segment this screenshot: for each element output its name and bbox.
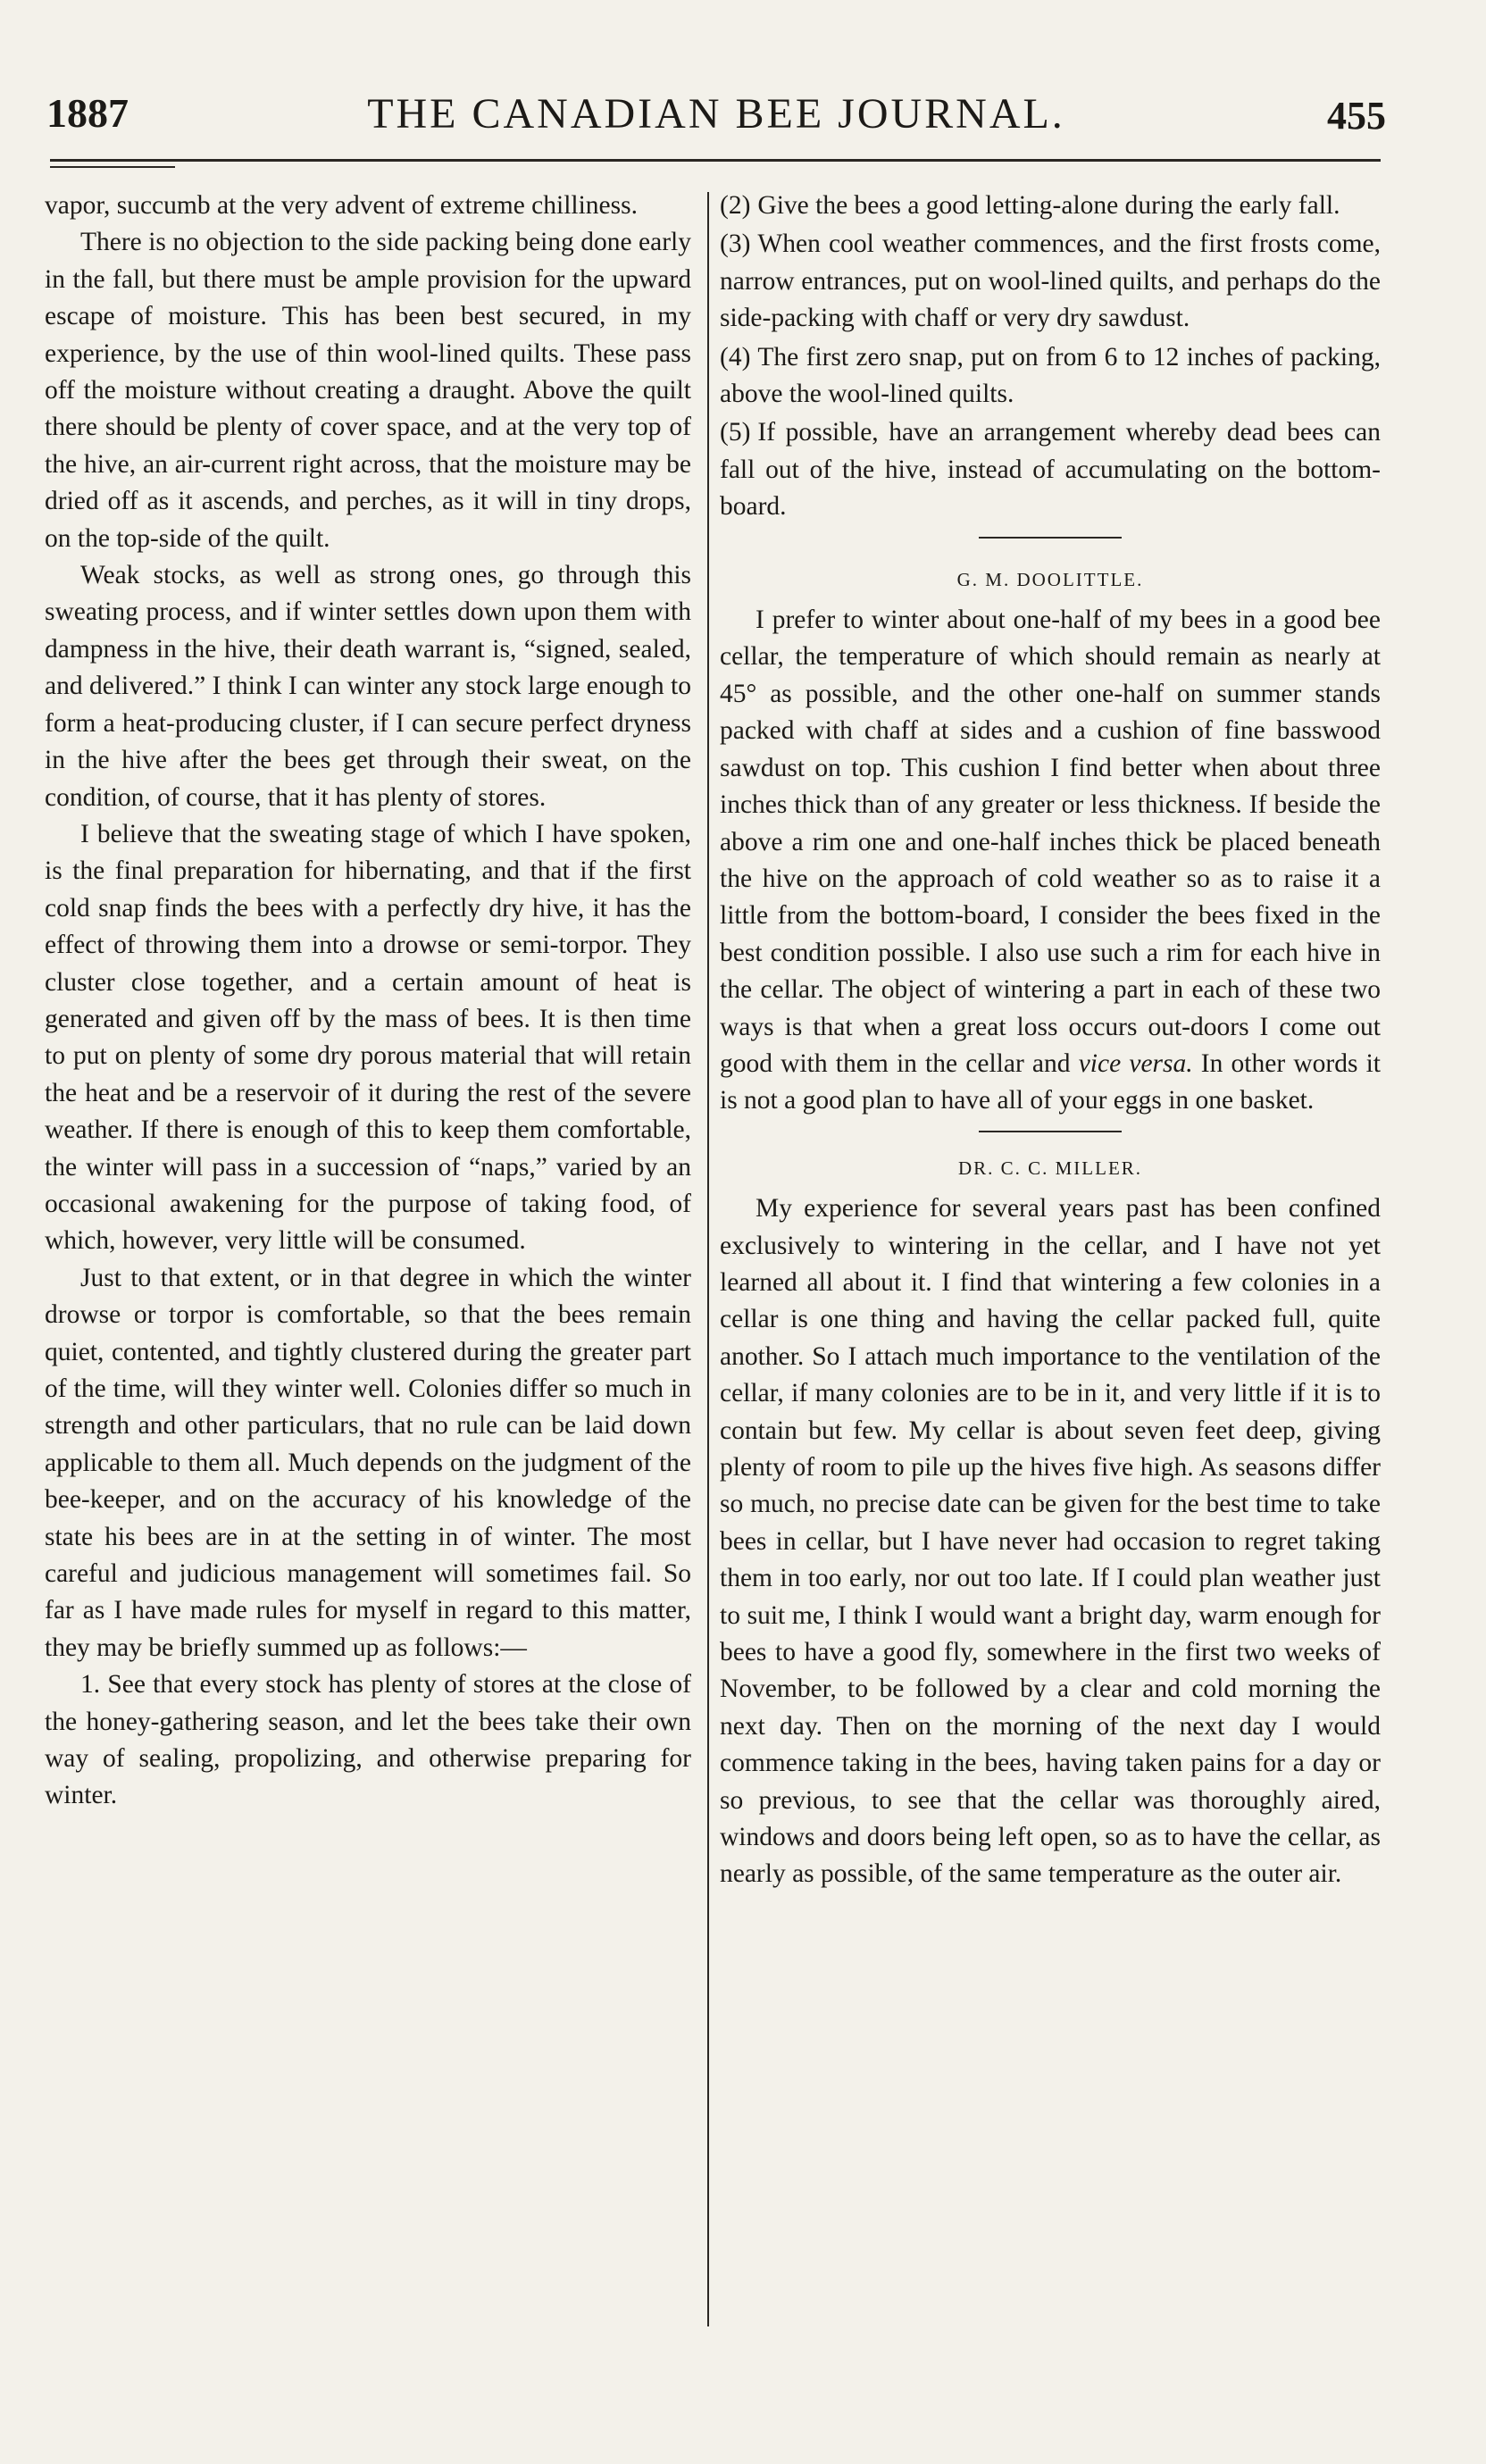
paragraph: I believe that the sweating stage of which I have spoken, is the final preparation for hibernating, and that if the first cold snap finds the bees with a perfectly dry hive, it has the effect of throwing them into a drowse or semi-torpor. They cluster close together, and a certain amount of heat is generated and given off by the mass of bees. It is then time to put on plenty of some dry porous material that will retain the heat and be a reservoir of it during the rest of the severe weather. If there is enough of this to keep them comfortable, the winter will pass in a succession of “naps,” varied by an occasional awakening for the purpose of taking food, of which, however, very little will be consumed. (45, 819, 691, 1256)
paragraph: Just to that extent, or in that degree in which the winter drowse or torpor is comfortable, so that the bees remain quiet, contented, and tightly clustered during the greater part of the time, will they winter well. Colonies differ so much in strength and other particulars, that no rule can be laid down applicable to them all. Much depends on the judgment of the bee-keeper, and on the accuracy of his knowledge of the state his bees are in at the setting in of winter. The most careful and judicious management will sometimes fail. So far as I have made rules for myself in regard to this matter, they may be briefly summed up as follows:— (45, 1263, 691, 1662)
section-separator (979, 1131, 1122, 1132)
list-number: (5) (720, 418, 751, 447)
page-header (46, 89, 1386, 170)
list-text: When cool weather commences, and the first frosts come, narrow entrances, put on wool-lined quilts, and perhaps do the side-packing with chaff or very dry sawdust. (720, 230, 1381, 333)
list-text: The first zero snap, put on from 6 to 12 inches of packing, above the wool-lined quilts. (720, 342, 1381, 409)
page-number: 455 (1327, 94, 1386, 138)
list-text: Give the bees a good letting-alone during the early fall. (757, 191, 1340, 220)
paragraph-text: In other words it is not a good plan to have all of your eggs in one basket. (720, 1048, 1381, 1115)
list-item (720, 226, 1381, 337)
list-text: If possible, have an arrangement whereby dead bees can fall out of the hive, instead of accumulating on the bottom-board. (720, 418, 1381, 522)
list-number: (3) (720, 230, 751, 259)
paragraph: There is no objection to the side packing being done early in the fall, but there must be ample provision for the upward escape of moisture. This has been best secured, in my experience, by the use of thin wool-lined quilts. These pass off the moisture without creating a draught. Above the quilt there should be plenty of cover space, and at the very top of the hive, an air-current right across, that the moisture may be dried off as it ascends, and perches, as it will in tiny drops, on the top-side of the quilt. (45, 228, 691, 553)
list-number: (2) (720, 191, 751, 220)
paragraph-text: I prefer to winter about one-half of my bees in a good bee cellar, the temperature of which should remain as nearly at 45° as possible, and the other one-half on summer stands packed with chaff at sides and a cushion of fine basswood sawdust on top. This cushion I find better when about three inches thick than of any greater or less thickness. If beside the above a rim one and one-half inches thick be placed beneath the hive on the approach of cold weather so as to raise it a little from the bottom-board, I consider the bees fixed in the best condition possible. I also use such a rim for each hive in the cellar. The object of wintering a part in each of these two ways is that when a great loss occurs out-doors I come out good with them in the cellar and (720, 606, 1381, 1078)
author-heading: DR. C. C. MILLER. (957, 1157, 1143, 1179)
header-year: 1887 (46, 90, 129, 136)
paragraph: vapor, succumb at the very advent of extreme chilliness. (45, 191, 638, 220)
section-separator (979, 537, 1122, 539)
left-column (45, 188, 691, 1815)
list-item (720, 414, 1381, 525)
list-number: (4) (720, 342, 751, 372)
paragraph: My experience for several years past has been confined exclusively to wintering in the cellar, and I have not yet learned all about it. I find that wintering a few colonies in a cellar is one thing and having the cellar packed full, quite another. So I attach much importance to the ventilation of the cellar, if many colonies are to be in it, and very little if it is to contain but few. My cellar is about seven feet deep, giving plenty of room to pile up the hives five high. As seasons differ so much, no precise date can be given for the best time to take bees in cellar, but I have never had occasion to regret taking them in too early, nor out too late. If I could plan weather just to suit me, I think I would want a bright day, warm enough for bees to have a good fly, somewhere in the first two weeks of November, to be followed by a clear and cold morning the next day. Then on the morning of the next day I would commence taking in the bees, having taken pains for a day or so previous, to see that the cellar was thoroughly aired, windows and doors being left open, so as to have the cellar, as nearly as possible, of the same temperature as the outer air. (720, 1194, 1381, 1889)
paragraph: 1. See that every stock has plenty of stores at the close of the honey-gathering season, and let the bees take their own way of sealing, propolizing, and otherwise preparing for winter. (45, 1670, 691, 1810)
list-item (720, 188, 1381, 224)
list-item (720, 339, 1381, 413)
author-heading: G. M. DOOLITTLE. (956, 568, 1144, 590)
header-rule (50, 159, 1381, 162)
paragraph (720, 602, 1381, 1120)
right-column (720, 188, 1381, 1893)
italic-text: vice versa. (1078, 1048, 1193, 1078)
column-divider (707, 192, 709, 2326)
journal-title: THE CANADIAN BEE JOURNAL. (367, 90, 1065, 138)
paragraph: Weak stocks, as well as strong ones, go through this sweating process, and if winter settles down upon them with dampness in the hive, their death warrant is, “signed, sealed, and delivered.” I think I can winter any stock large enough to form a heat-producing cluster, if I can secure perfect dryness in the hive after the bees get through their sweat, on the condition, of course, that it has plenty of stores. (45, 561, 691, 812)
header-rule-short (50, 166, 175, 168)
